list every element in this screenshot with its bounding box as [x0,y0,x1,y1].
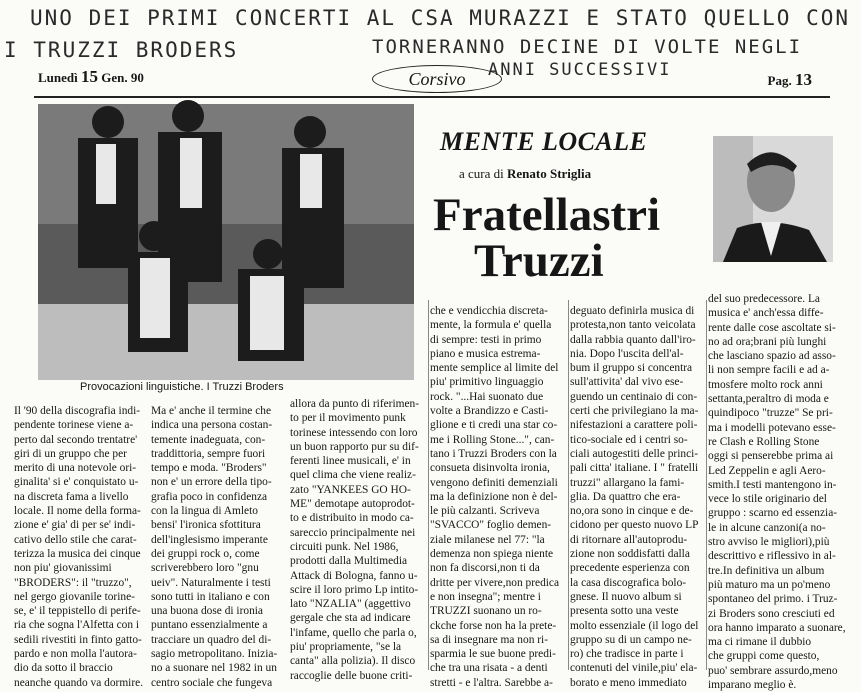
text-line: Il '90 della discografia indi- [14,405,141,417]
text-line: bum il gruppo si concentra [570,362,693,375]
text-line: na discreta fama a livello [14,490,129,503]
text-line: vece lo stile originario del [708,493,827,506]
photo-caption: Provocazioni linguistiche. I Truzzi Broders [80,381,284,393]
text-line: che e vendicchia discreta- [430,305,548,317]
page-number-value: 13 [795,70,812,89]
text-line: pendente torinese viene a- [14,419,134,432]
article-column-1 [14,404,148,689]
text-line: deguato definirla musica di [570,305,695,317]
text-line: terizza la musica dei cinque [14,547,141,560]
text-line: gruppo su di un campo ne- [570,633,692,646]
text-line: non fa discorsi,non ti da [430,562,540,575]
text-line: truzzi" allargano la fami- [570,476,685,489]
text-line: spontaneo del primo. i Truz- [708,593,838,606]
text-line: tico-sociale ed i centri so- [570,433,688,446]
text-line: piano e musica estrema- [430,347,541,360]
text-line: "BRODERS": il "truzzo", [14,576,132,589]
text-line: demenza non spiega niente [430,548,554,561]
text-line: no a suonare nel 1982 in un [151,662,277,675]
text-line: stretti - e l'altra. Sarebbe a- [430,676,553,689]
handwritten-note-line-3: TORNERANNO DECINE DI VOLTE NEGLI [372,36,803,58]
column-divider [428,300,429,670]
page-number [768,70,812,90]
text-line: perto dal secondo trentatre' [14,433,138,446]
text-line: l'infame, quello che parla o, [290,626,417,639]
text-line: del suo predecessore. La [708,293,820,305]
text-line: no ad ora;brani più lunghi [708,335,827,348]
text-line: canta" alla polizia). Il disco [290,655,416,668]
text-line: sparmia le sue buone predi- [430,648,556,661]
text-line: che gruppi come questo, [708,650,820,663]
text-line: consueta disinvolta ironia, [430,462,550,475]
text-line: ria che sogna l'Alfetta con i [14,619,140,632]
text-line: to e distribuito in modo ca- [290,512,414,525]
text-line: li non sempre facili e ad a- [708,364,830,377]
column-divider [706,300,707,670]
text-line: tano i Truzzi Broders con la [430,447,557,460]
text-line: tracciare un quadro del di- [151,633,272,646]
text-line: zione e' gia' di per se' indi- [14,519,136,532]
text-line: con la lingua di Amleto [151,505,258,518]
text-line: traddittoria, sempre fuori [151,447,266,460]
text-line: la casa discografica bolo- [570,576,687,589]
text-line: dritte per vivere,non predica [430,576,560,589]
text-line: nel gergo giovanile torine- [14,590,135,603]
text-line: to per il movimento punk [290,412,406,425]
band-photo [38,104,414,380]
text-line: locale. Il nome della forma- [14,505,141,518]
text-line: allora da punto di riferimen- [290,398,420,410]
text-line: temente inadeguata, con- [151,433,266,446]
text-line: giri di un gruppo che per [14,447,127,460]
text-line: protesta,non tanto veicolata [570,319,696,332]
text-line: merito di una notevole ori- [14,462,137,475]
text-line: dell'inglesismo imperante [151,533,268,546]
text-line: Attack di Bologna, fanno u- [290,569,418,582]
text-line: gergale che sta ad indicare [290,612,411,625]
text-line: puo' sembrare assurdo,meno [708,664,838,677]
text-line: che tra una risata - a denti [430,662,548,675]
text-line: ro) che tradisce in parte i [570,648,684,661]
issue-date [38,67,144,87]
text-line: una buona dose di ironia [151,605,263,618]
text-line: non e' un errore della tipo- [151,476,272,489]
text-line: sareccio principalmente nei [290,526,416,539]
text-line: piu' primitivo linguaggio [430,376,544,389]
author-portrait [713,136,833,262]
text-line: pali citta' italiane. I " fratelli [570,462,699,475]
text-line: settanta,peraltro di moda e [708,393,829,406]
text-line: descrittivo e riflessivo in al- [708,550,836,563]
text-line: sedili rivestiti in finto gatto- [14,633,142,646]
text-line: certi che privilegiano la ma- [570,405,699,418]
text-line: rock. "...Hai suonato due [430,390,544,403]
text-line: le più calzanti. Scriveva [430,505,540,518]
text-line: nifestazioni a carattere poli- [570,419,698,432]
text-line: ma ci rimane il dubbio [708,636,812,649]
text-line: ciali autogestiti delle princi- [570,447,699,460]
article-column-3 [290,397,426,682]
text-line: cativo dello stile che carat- [14,533,137,546]
text-line: mente semplice al limite del [430,362,559,375]
column-divider [568,300,569,670]
article-column-2 [151,404,286,689]
rubric-title: MENTE LOCALE [440,127,648,156]
text-line: musica e' anch'essa diffe- [708,307,824,320]
article-column-6 [708,292,846,692]
text-line: Led Zeppelin e agli Aero- [708,464,826,477]
text-line: grafia poco in confidenza [151,490,268,503]
handwritten-note-line-1: UNO DEI PRIMI CONCERTI AL CSA MURAZZI E STATO QUELLO CON [30,6,851,30]
text-line: di sempre: testi in primo [430,333,542,346]
text-line: stro avviso le migliori),più [708,536,830,549]
text-line: guendo un centinaio di con- [570,390,698,403]
text-line: sagio metropolitano. Inizia- [151,648,278,661]
text-line: no,ora sono in cinque e de- [570,505,694,518]
text-line: oggi si penserebbe prima ai [708,450,834,463]
text-line: più maturo ma un po'meno [708,578,831,591]
headline-line-1: Fratellastri [433,189,661,241]
text-line: prodotti dalla Multimedia [290,555,408,568]
text-line: tempo e moda. "Broders" [151,462,267,475]
text-line: ME" demotape autoprodot- [290,498,415,511]
text-line: che lasciano spazio ad asso- [708,350,836,363]
text-line: imparano meglio è. [708,679,797,692]
text-line: sa di insegnare ma non ri- [430,633,548,646]
text-line: quindipoco "truzze" Se pri- [708,407,833,420]
text-line: dio da sotto il braccio [14,662,113,675]
article-column-5 [570,304,706,689]
text-line: ckche forse non ha la prete- [430,619,557,632]
text-line: lato "NZALIA" (aggettivo [290,598,411,611]
author-name: Renato Striglia [507,166,592,181]
text-line: contenuti del vinile,piu' ela- [570,662,698,675]
text-line: Ma e' anche il termine che [151,405,272,417]
text-line: tmosfere molto rock anni [708,378,823,391]
text-line: ginalita' si e' conquistato u- [14,476,139,489]
text-line: dalla rabbia quanto dall'iro- [570,333,696,346]
text-line: gruppo : scarno ed essenzia- [708,507,838,520]
text-line: zato "YANKEES GO HO- [290,483,411,496]
text-line: glia. Da quattro che era- [570,490,681,503]
text-line: glione e ti credi una star co- [430,419,558,432]
text-line: presenta sotto una veste [570,605,679,618]
text-line: re Clash e Rolling Stone [708,435,820,448]
text-line: molto essenziale (il logo del [570,619,699,632]
text-line: le in alcune canzoni(a no- [708,521,826,534]
text-line: ma i modelli potevano esse- [708,421,836,434]
text-line: TRUZZI suonano un ro- [430,605,542,618]
text-line: centro sociale che fungeva [151,676,273,689]
text-line: borato e meno immediato [570,676,687,689]
text-line: raccoglie delle buone criti- [290,669,413,682]
issue-day: Lunedì [38,70,78,85]
text-line: ueiv". Naturalmente i testi [151,576,271,589]
text-line: circuiti punk. Nel 1986, [290,540,399,553]
text-line: scire il loro primo Lp intito- [290,583,419,596]
text-line: un buon rapporto pur su dif- [290,440,419,453]
text-line: precedente esperienza con [570,562,690,575]
text-line: se, e' il teppistello di perife- [14,605,141,618]
headline-line-2: Truzzi [474,235,604,287]
article-column-4 [430,304,568,689]
text-line: piu' propriamente, "se la [290,641,402,654]
handwritten-note-line-4: ANNI SUCCESSIVI [488,60,672,80]
section-title: Corsivo [372,65,502,93]
text-line: ma la definizione non è del- [430,490,558,503]
issue-month-year: Gen. 90 [101,70,144,85]
text-line: volte a Brandizzo e Casti- [430,405,549,418]
text-line: quel clima che viene realiz- [290,469,416,482]
text-line: pardo e non molla l'autora- [14,648,137,661]
text-line: non piu' giovanissimi [14,562,112,575]
text-line: e non insegna"; mentre i [430,590,541,603]
text-line: cidono per questo nuovo LP [570,519,699,532]
text-line: rente dalle cose ascoltate si- [708,321,836,334]
byline-prefix: a cura di [459,166,504,181]
text-line: tre.In definitiva un album [708,564,825,577]
text-line: neanche quando va dormire. [14,676,144,689]
page-label: Pag. [767,73,792,88]
text-line: gnese. Il nuovo album si [570,590,682,603]
text-line: "SVACCO" foglio demen- [430,519,552,532]
text-line: torinese intessendo con loro [290,426,418,439]
text-line: vengono definiti demenziali [430,476,558,489]
text-line: di ritornare all'autoprodu- [570,533,688,546]
text-line: scriverebbero loro "gnu [151,562,259,575]
text-line: zi Broders sono cresciuti ed [708,607,835,620]
text-line: ora hanno imparato a suonare, [708,621,846,634]
text-line: nia. Dopo l'uscita dell'al- [570,347,684,360]
issue-day-number: 15 [81,67,98,86]
text-line: ziale milanese nel 77: "la [430,533,545,546]
text-line: puntano essenzialmente a [151,619,268,632]
text-line: sono tutti in italiano e con [151,590,270,603]
text-line: sull'attivita' dal vivo ese- [570,376,684,389]
text-line: bensi' l'ironica sfottitura [151,519,261,532]
masthead-rule [34,96,830,98]
text-line: zione non soddisfatti dalla [570,548,690,561]
text-line: smith.I testi mantengono in- [708,478,837,491]
text-line: me i Rolling Stone...", can- [430,433,555,446]
text-line: mente, la formula e' quella [430,319,552,332]
byline [459,166,591,182]
text-line: dei gruppi rock o, come [151,547,260,560]
text-line: indica una persona costan- [151,419,273,432]
masthead [30,60,830,96]
handwritten-note-line-2: I TRUZZI BRODERS [4,38,239,62]
text-line: ferenti linee musicali, e' in [290,455,411,468]
